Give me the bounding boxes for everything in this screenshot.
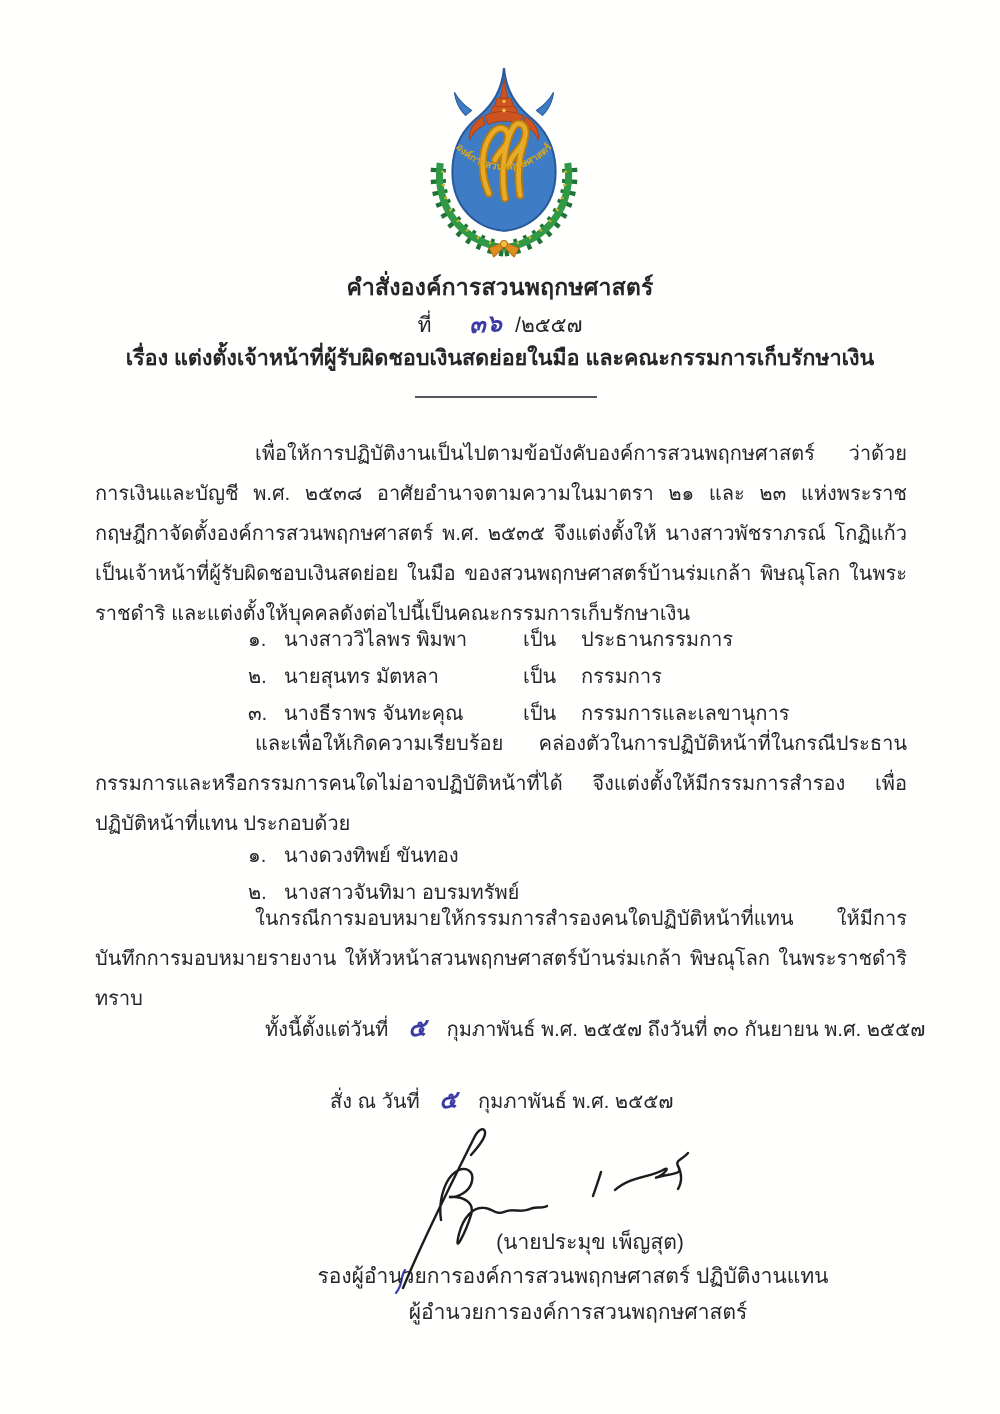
effective-date-line [95,1008,955,1047]
effective-day-handwritten: ๕ [407,1014,429,1043]
member-role: กรรมการและเลขานุการ [581,702,790,725]
paragraph-authority: เพื่อให้การปฏิบัติงานเป็นไปตามข้อบังคับองค์การสวนพฤกษศาสตร์ ว่าด้วยการเงินและบัญชี พ.ศ. ๒๕๓๘ อาศัยอำนาจตามความในมาตรา ๒๑ และ ๒๓ แห่งพระราชกฤษฎีกาจัดตั้งองค์การสวนพฤกษศาสตร์ พ.ศ. ๒๕๓๕ จึงแต่งตั้งให้ นางสาวพัชราภรณ์ โกฏิแก้ว เป็นเจ้าหน้าที่ผู้รับผิดชอบเงินสดย่อย ในมือ ของสวนพฤกษศาสตร์บ้านร่มเกล้า พิษณุโลก ในพระราชดำริ และแต่งตั้งให้บุคคลดังต่อไปนี้เป็นคณะกรรมการเก็บรักษาเงิน [95,443,907,625]
link-word: เป็น [523,702,557,725]
committee-row [248,620,908,657]
order-number-line [0,304,1000,343]
effective-suffix: กุมภาพันธ์ พ.ศ. ๒๕๕๗ ถึงวันที่ ๓๐ กันยายน พ.ศ. ๒๕๕๗ [446,1019,926,1041]
member-name: นางสาวจันทิมา อบรมทรัพย์ [284,881,520,904]
committee-row [248,657,908,694]
member-name: นางธีราพร จันทะคุณ [284,702,464,725]
member-name: นายสุนทร มัตหลา [284,665,439,688]
order-title: คำสั่งองค์การสวนพฤกษศาสตร์ [346,274,654,300]
signer-title-line2: ผู้อำนวยการองค์การสวนพฤกษศาสตร์ [408,1301,748,1324]
order-number-handwritten: ๓๖ [468,309,505,340]
row-number: ๒. [248,665,267,688]
committee-list [248,620,908,731]
row-number: ๒. [248,881,267,904]
emblem-graphic [418,62,590,258]
botanical-garden-emblem [418,62,590,258]
row-number: ๑. [248,628,267,651]
member-name: นางสาววิไลพร พิมพา [284,628,468,651]
ordered-prefix: สั่ง ณ วันที่ [330,1091,420,1113]
member-role: ประธานกรรมการ [581,628,734,651]
paragraph-reserve-provision: และเพื่อให้เกิดความเรียบร้อย คล่องตัวในการปฏิบัติหน้าที่ในกรณีประธานกรรมการและหรือกรรมการคนใดไม่อาจปฏิบัติหน้าที่ได้ จึงแต่งตั้งให้มีกรรมการสำรอง เพื่อปฏิบัติหน้าที่แทน ประกอบด้วย [95,733,907,835]
signer-name: (นายประมุข เพ็ญสุต) [496,1231,684,1254]
member-role: กรรมการ [581,665,662,688]
signer-title-line1: รองผู้อำนวยการองค์การสวนพฤกษศาสตร์ ปฏิบัติงานแทน [317,1265,829,1288]
effective-prefix: ทั้งนี้ตั้งแต่วันที่ [265,1019,389,1041]
row-number: ๓. [248,702,268,725]
order-subject: เรื่อง แต่งตั้งเจ้าหน้าที่ผู้รับผิดชอบเงินสดย่อยในมือ และคณะกรรมการเก็บรักษาเงิน [125,346,875,370]
member-name: นางดวงทิพย์ ขันทอง [284,844,459,867]
ordered-day-handwritten: ๕ [438,1086,460,1115]
emblem-arc-textpath: องค์การสวนพฤกษศาสตร์ [453,141,555,173]
order-number-prefix: ที่ [417,314,432,337]
ordered-date-line [95,1080,955,1119]
link-word: เป็น [523,628,557,651]
paragraph-delegation-record: ในกรณีการมอบหมายให้กรรมการสำรองคนใดปฏิบัติหน้าที่แทน ให้มีการบันทึกการมอบหมายรายงาน ให้หัวหน้าสวนพฤกษศาสตร์บ้านร่มเกล้า พิษณุโลก ในพระราชดำริ ทราบ [95,908,907,1010]
header-divider [415,396,597,398]
order-number-year: /๒๕๕๗ [515,314,583,337]
link-word: เป็น [523,665,557,688]
row-number: ๑. [248,844,267,867]
ordered-suffix: กุมภาพันธ์ พ.ศ. ๒๕๕๗ [478,1091,674,1113]
reserve-row [248,836,748,873]
